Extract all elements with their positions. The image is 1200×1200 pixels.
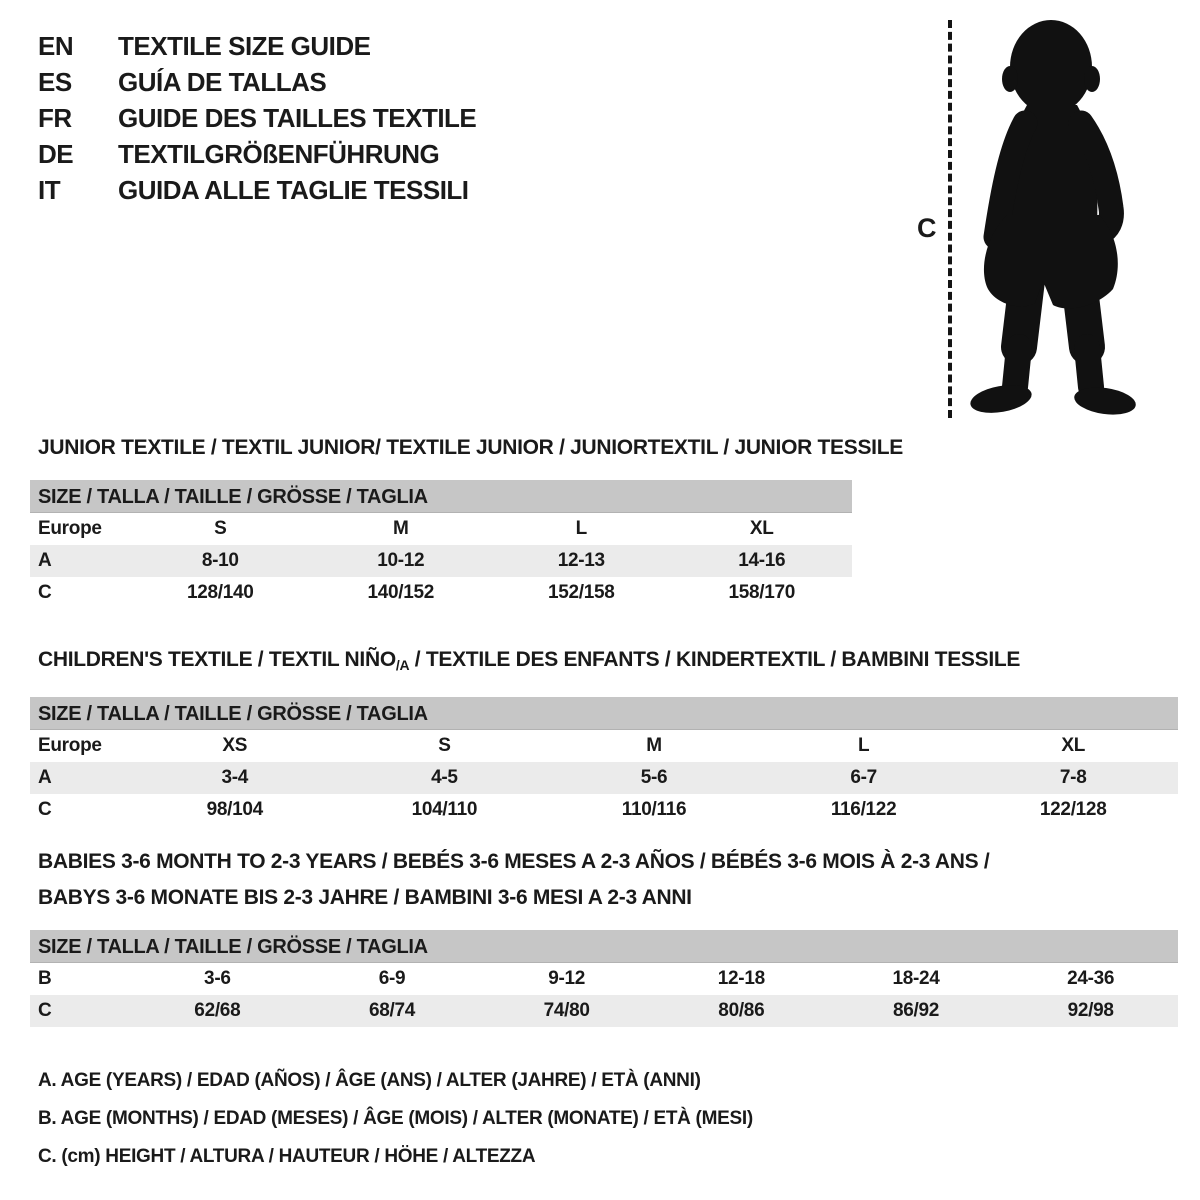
measurement-figure — [915, 15, 1155, 427]
size-value-cell: 3-4 — [221, 767, 249, 788]
size-header-bar: SIZE / TALLA / TAILLE / GRÖSSE / TAGLIA — [30, 930, 1178, 963]
size-value-cell: 62/68 — [194, 1000, 241, 1021]
language-code: ES — [38, 67, 72, 97]
table-row — [30, 794, 1178, 826]
size-value-cell: 6-9 — [378, 968, 406, 989]
table-row — [30, 513, 852, 545]
row-label: B — [38, 968, 52, 989]
row-label: A — [38, 767, 52, 788]
table-row — [30, 730, 1178, 762]
section-babies-textile — [30, 844, 1178, 1027]
table-row — [30, 577, 852, 609]
section-title-segment: / TEXTILE DES ENFANTS / KINDERTEXTIL / BAMBINI TESSILE — [409, 648, 1021, 671]
size-value-cell: XS — [222, 735, 248, 756]
size-value-cell: 128/140 — [186, 582, 254, 603]
size-table — [30, 480, 852, 609]
guide-title: GUIDE DES TAILLES TEXTILE — [118, 103, 477, 133]
table-row — [30, 762, 1178, 794]
guide-title: GUÍA DE TALLAS — [118, 67, 327, 97]
legend-line: B. AGE (MONTHS) / EDAD (MESES) / ÂGE (MOIS) / ALTER (MONATE) / ETÀ (MESI) — [38, 1108, 753, 1129]
language-title-list — [38, 28, 476, 208]
size-value-cell: 116/122 — [830, 799, 897, 820]
row-label: Europe — [38, 735, 102, 756]
section-title-segment: BABYS 3-6 MONATE BIS 2-3 JAHRE / BAMBINI 3-6 MESI A 2-3 ANNI — [38, 886, 692, 909]
row-label: C — [38, 582, 52, 603]
size-value-cell: 6-7 — [850, 767, 877, 788]
size-value-cell: 18-24 — [892, 968, 940, 989]
language-code: FR — [38, 103, 72, 133]
size-value-cell: 24-36 — [1067, 968, 1115, 989]
size-value-cell: 158/170 — [728, 582, 796, 603]
size-value-cell: XL — [749, 518, 774, 539]
size-value-cell: 12-18 — [717, 968, 765, 989]
size-value-cell: 122/128 — [1039, 799, 1107, 820]
size-value-cell: 4-5 — [431, 767, 458, 788]
legend-line: C. (cm) HEIGHT / ALTURA / HAUTEUR / HÖHE / ALTEZZA — [38, 1146, 536, 1167]
section-title — [38, 642, 1178, 683]
size-value-cell: 86/92 — [892, 1000, 940, 1021]
table-row — [30, 963, 1178, 995]
language-code: IT — [38, 175, 61, 205]
size-value-cell: 9-12 — [548, 968, 586, 989]
size-value-cell: 140/152 — [367, 582, 435, 603]
size-value-cell: 152/158 — [547, 582, 615, 603]
table-row — [30, 995, 1178, 1027]
toddler-silhouette-icon — [965, 15, 1140, 417]
row-label: C — [38, 1000, 52, 1021]
section-title-segment: /A — [395, 657, 410, 673]
height-measure-label: C — [917, 213, 937, 243]
language-row — [38, 100, 476, 136]
section-title-segment: CHILDREN'S TEXTILE / TEXTIL NIÑO — [38, 648, 396, 671]
size-value-cell: 14-16 — [738, 550, 786, 571]
size-header-bar: SIZE / TALLA / TAILLE / GRÖSSE / TAGLIA — [30, 697, 1178, 730]
measurement-legend — [38, 1062, 753, 1176]
size-value-cell: 3-6 — [204, 968, 231, 989]
guide-title: GUIDA ALLE TAGLIE TESSILI — [118, 175, 469, 205]
section-title-segment: JUNIOR TEXTILE / TEXTIL JUNIOR/ TEXTILE JUNIOR / JUNIORTEXTIL / JUNIOR TESSILE — [38, 436, 903, 459]
guide-title: TEXTILE SIZE GUIDE — [118, 31, 371, 61]
size-value-cell: 8-10 — [201, 550, 239, 571]
size-value-cell: M — [392, 518, 409, 539]
guide-title: TEXTILGRÖßENFÜHRUNG — [118, 139, 440, 169]
section-title — [38, 844, 1178, 880]
height-measure-dashed-line — [948, 20, 952, 418]
language-row — [38, 172, 476, 208]
size-value-cell: 110/116 — [621, 799, 687, 820]
section-title — [38, 430, 903, 466]
language-row — [38, 136, 476, 172]
size-value-cell: 104/110 — [411, 799, 478, 820]
size-value-cell: XL — [1061, 735, 1086, 756]
size-header-bar: SIZE / TALLA / TAILLE / GRÖSSE / TAGLIA — [30, 480, 852, 513]
row-label: Europe — [38, 518, 102, 539]
size-value-cell: L — [575, 518, 587, 539]
size-value-cell: L — [857, 735, 870, 756]
legend-line: A. AGE (YEARS) / EDAD (AÑOS) / ÂGE (ANS) / ALTER (JAHRE) / ETÀ (ANNI) — [38, 1070, 701, 1091]
size-value-cell: S — [438, 735, 451, 756]
size-value-cell: 80/86 — [718, 1000, 765, 1021]
size-value-cell: 7-8 — [1059, 767, 1087, 788]
language-code: EN — [38, 31, 74, 61]
size-table — [30, 930, 1178, 1027]
size-value-cell: 12-13 — [557, 550, 605, 571]
size-table — [30, 697, 1178, 826]
table-row — [30, 545, 852, 577]
row-label: A — [38, 550, 52, 571]
size-value-cell: S — [214, 518, 227, 539]
size-value-cell: 98/104 — [206, 799, 263, 820]
size-value-cell: 5-6 — [640, 767, 668, 788]
language-code: DE — [38, 139, 74, 169]
section-title-segment: BABIES 3-6 MONTH TO 2-3 YEARS / BEBÉS 3-6 MESES A 2-3 AÑOS / BÉBÉS 3-6 MOIS À 2-3 ANS / — [38, 850, 990, 873]
section-childrens-textile — [30, 642, 1178, 826]
section-title — [38, 880, 1178, 916]
size-value-cell: 74/80 — [543, 1000, 590, 1021]
size-value-cell: 92/98 — [1067, 1000, 1114, 1021]
language-row — [38, 64, 476, 100]
row-label: C — [38, 799, 52, 820]
language-row — [38, 28, 476, 64]
section-junior-textile — [30, 430, 903, 609]
size-value-cell: 10-12 — [377, 550, 425, 571]
size-value-cell: 68/74 — [368, 1000, 416, 1021]
size-value-cell: M — [646, 735, 662, 756]
